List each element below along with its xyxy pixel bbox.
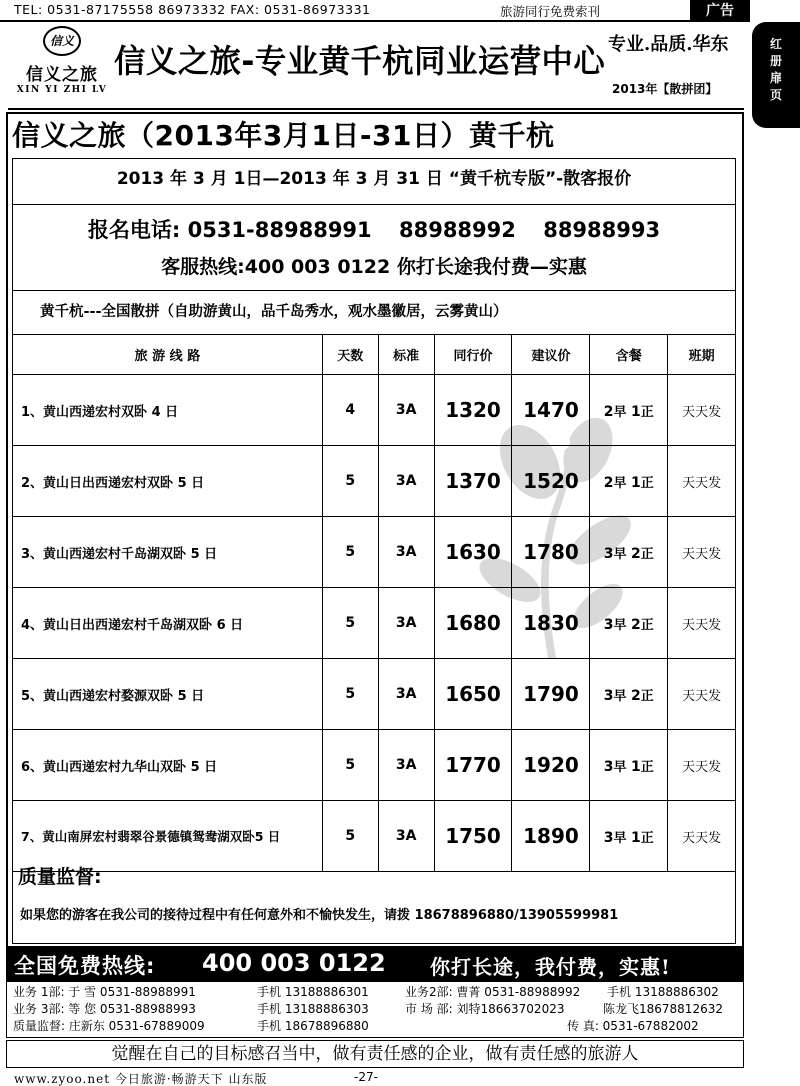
days: 5: [322, 588, 378, 659]
table-row: [13, 659, 736, 730]
standard: 3A: [378, 659, 434, 730]
schedule: 天天发: [668, 588, 736, 659]
slogan: 专业.品质.华东: [608, 34, 729, 55]
table-row: [13, 517, 736, 588]
main-meal-count: 1: [631, 829, 641, 846]
side-tab-char: 红: [769, 37, 782, 51]
route-name: 6、黄山西递宏村九华山双卧 5 日: [13, 730, 323, 801]
hotline-label: 全国免费热线:: [14, 954, 156, 978]
ad-tag: 广告: [690, 0, 750, 22]
contact-cell: 陈龙飞18678812632: [603, 1002, 723, 1016]
retail-price: 1780: [512, 517, 590, 588]
side-tab-char: 页: [769, 88, 782, 102]
footer: [0, 1068, 800, 1086]
schedule: 天天发: [668, 659, 736, 730]
peer-price: 1630: [434, 517, 512, 588]
peer-price: 1680: [434, 588, 512, 659]
footer-site: www.zyoo.net 今日旅游·畅游天下 山东版: [14, 1072, 268, 1086]
contact-cell: 手机 13188886301: [257, 985, 369, 999]
standard: 3A: [378, 730, 434, 801]
side-tab[interactable]: [752, 22, 800, 128]
main-meal-count: 2: [631, 616, 641, 633]
quality-title: 质量监督:: [18, 866, 102, 888]
column-header: 天数: [322, 335, 378, 375]
breakfast-unit: 早: [613, 759, 627, 775]
logo-pinyin: XIN YI ZHI LV: [16, 85, 108, 95]
breakfast-count: 2: [603, 474, 614, 491]
breakfast-unit: 早: [613, 475, 627, 491]
route-description: 黄千杭---全国散拼（自助游黄山，品千岛秀水，观水墨徽居，云雾黄山）: [40, 304, 508, 320]
peer-price: 1650: [434, 659, 512, 730]
days: 5: [322, 517, 378, 588]
signup-phone: 88988993: [543, 218, 661, 242]
column-header: 含餐: [590, 335, 668, 375]
contact-cell: 手机 18678896880: [257, 1019, 369, 1033]
route-name: 3、黄山西递宏村千岛湖双卧 5 日: [13, 517, 323, 588]
contact-box: [6, 982, 744, 1038]
schedule: 天天发: [668, 375, 736, 446]
contact-cell: 业务 1部: 于 雪 0531-88988991: [13, 985, 196, 999]
main-meal-unit: 正: [640, 475, 654, 491]
route-name: 4、黄山日出西递宏村千岛湖双卧 6 日: [13, 588, 323, 659]
divider: [12, 204, 736, 205]
side-tab-char: 册: [769, 54, 782, 68]
table-row: [13, 446, 736, 517]
breakfast-unit: 早: [613, 688, 627, 704]
standard: 3A: [378, 588, 434, 659]
retail-price: 1520: [512, 446, 590, 517]
standard: 3A: [378, 375, 434, 446]
retail-price: 1830: [512, 588, 590, 659]
days: 5: [322, 730, 378, 801]
schedule: 天天发: [668, 730, 736, 801]
column-header: 班期: [668, 335, 736, 375]
breakfast-unit: 早: [613, 546, 627, 562]
service-hotline: 客服热线:400 003 0122 你打长途我付费—实惠: [161, 256, 587, 278]
hotline-tagline: 你打长途，我付费，实惠!: [430, 955, 671, 979]
column-header: 旅 游 线 路: [13, 335, 323, 375]
contact-row: [7, 1017, 745, 1034]
top-rule: [0, 20, 690, 22]
side-tab-char: 扉: [769, 71, 782, 85]
retail-price: 1890: [512, 801, 590, 872]
main-meal-unit: 正: [640, 404, 654, 420]
meals: [590, 375, 668, 446]
hotline-number: 400 003 0122: [202, 949, 386, 977]
contact-row: [7, 1000, 745, 1017]
standard: 3A: [378, 801, 434, 872]
days: 5: [322, 659, 378, 730]
standard: 3A: [378, 517, 434, 588]
table-header-row: [13, 335, 736, 375]
breakfast-count: 3: [603, 687, 614, 704]
table-row: [13, 588, 736, 659]
contact-cell: 手机 13188886302: [607, 985, 719, 999]
header-rule: [8, 108, 744, 110]
schedule: 天天发: [668, 517, 736, 588]
table-row: [13, 730, 736, 801]
breakfast-count: 3: [603, 829, 614, 846]
logo-name: 信义之旅: [26, 65, 98, 85]
main-meal-count: 1: [631, 758, 641, 775]
main-meal-count: 2: [631, 545, 641, 562]
meals: [590, 659, 668, 730]
subtitle: 2013 年 3 月 1日—2013 年 3 月 31 日 “黄千杭专版”-散客报价: [116, 169, 632, 189]
logo: [12, 24, 112, 110]
main-meal-unit: 正: [640, 617, 654, 633]
big-title: 信义之旅（2013年3月1日-31日）黄千杭: [12, 119, 555, 152]
standard: 3A: [378, 446, 434, 517]
top-note: 旅游同行免费索刊: [500, 4, 601, 19]
header: [8, 24, 744, 110]
days: 4: [322, 375, 378, 446]
main-meal-count: 1: [631, 403, 641, 420]
contact-row: [7, 983, 745, 1000]
contact-cell: 业务2部: 曹菁 0531-88988992: [405, 985, 581, 999]
price-table: [12, 334, 736, 872]
contact-cell: 手机 13188886303: [257, 1002, 369, 1016]
top-strip: [0, 0, 800, 22]
peer-price: 1320: [434, 375, 512, 446]
contact-cell: 业务 3部: 等 您 0531-88988993: [13, 1002, 196, 1016]
contact-cell: 传 真: 0531-67882002: [567, 1019, 699, 1033]
table-row: [13, 801, 736, 872]
main-meal-count: 2: [631, 687, 641, 704]
column-header: 建议价: [512, 335, 590, 375]
main-meal-unit: 正: [640, 546, 654, 562]
days: 5: [322, 801, 378, 872]
retail-price: 1790: [512, 659, 590, 730]
column-header: 同行价: [434, 335, 512, 375]
top-contact: TEL: 0531-87175558 86973332 FAX: 0531-86973331: [14, 2, 371, 17]
main-meal-count: 1: [631, 474, 641, 491]
hotline-bar: [6, 946, 744, 982]
quality-text: 如果您的游客在我公司的接待过程中有任何意外和不愉快发生，请拨 18678896880/13905599981: [20, 908, 619, 923]
logo-mark-icon: 信义: [43, 26, 81, 56]
route-name: 5、黄山西递宏村婺源双卧 5 日: [13, 659, 323, 730]
days: 5: [322, 446, 378, 517]
divider: [12, 290, 736, 291]
route-name: 1、黄山西递宏村双卧 4 日: [13, 375, 323, 446]
route-name: 7、黄山南屏宏村翡翠谷景德镇鸳鸯湖双卧5 日: [13, 801, 323, 872]
breakfast-count: 3: [603, 545, 614, 562]
retail-price: 1920: [512, 730, 590, 801]
year-tag: 2013年【散拼团】: [612, 82, 718, 96]
main-title: 信义之旅-专业黄千杭同业运营中心: [114, 42, 606, 80]
peer-price: 1750: [434, 801, 512, 872]
breakfast-unit: 早: [613, 404, 627, 420]
meals: [590, 801, 668, 872]
meals: [590, 446, 668, 517]
main-meal-unit: 正: [640, 830, 654, 846]
meals: [590, 588, 668, 659]
breakfast-count: 2: [603, 403, 614, 420]
peer-price: 1370: [434, 446, 512, 517]
schedule: 天天发: [668, 446, 736, 517]
route-name: 2、黄山日出西递宏村双卧 5 日: [13, 446, 323, 517]
motto: 觉醒在自己的目标感召当中，做有责任感的企业，做有责任感的旅游人: [6, 1040, 744, 1068]
table-row: [13, 375, 736, 446]
page-number: -27-: [354, 1070, 378, 1084]
breakfast-count: 3: [603, 616, 614, 633]
breakfast-count: 3: [603, 758, 614, 775]
meals: [590, 517, 668, 588]
breakfast-unit: 早: [613, 830, 627, 846]
contact-cell: 市 场 部: 刘特18663702023: [405, 1002, 565, 1016]
signup-phones: [12, 214, 736, 244]
peer-price: 1770: [434, 730, 512, 801]
main-meal-unit: 正: [640, 688, 654, 704]
column-header: 标准: [378, 335, 434, 375]
retail-price: 1470: [512, 375, 590, 446]
main-meal-unit: 正: [640, 759, 654, 775]
meals: [590, 730, 668, 801]
signup-phone: 88988992: [398, 218, 516, 242]
schedule: 天天发: [668, 801, 736, 872]
signup-label: 报名电话: 0531-88988991: [87, 218, 372, 242]
breakfast-unit: 早: [613, 617, 627, 633]
contact-cell: 质量监督: 庄新东 0531-67889009: [13, 1019, 205, 1033]
